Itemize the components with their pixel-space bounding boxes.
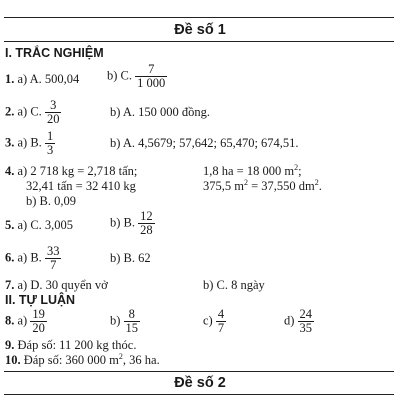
answer-b-label: b) B. — [110, 215, 135, 230]
answer-row-10: 10. Đáp số: 360 000 $m^2$, 36 ha. — [5, 352, 160, 367]
answer-a: a) A. 500,04 — [17, 72, 80, 86]
answer-row-7 — [5, 278, 108, 293]
answer-row-5 — [5, 218, 73, 233]
answer-4-line2: 32,41 tấn = 32 410 kg — [26, 179, 136, 193]
question-number: 4. — [5, 164, 15, 178]
answer-a-line1: a) 2 718 kg = 2,718 tấn; — [17, 164, 138, 178]
fraction: $\frac{33}{7}$ — [46, 244, 60, 273]
question-number: 2. — [5, 104, 15, 119]
next-page-title: Đề số 2 — [174, 375, 226, 391]
second-top-rule — [4, 371, 394, 372]
answer-row-8 — [5, 308, 47, 335]
answer-row-3 — [5, 130, 55, 157]
answer-2b: b) A. 150 000 đồng. — [110, 105, 210, 119]
fraction: $\frac{1}{3}$ — [46, 129, 54, 158]
answer-3b: b) A. 4,5679; 57,642; 65,470; 674,51. — [110, 136, 299, 150]
answer-8d: d) $\frac{24}{35}$ — [284, 307, 313, 336]
answer-5b — [110, 210, 155, 237]
question-number: 5. — [5, 218, 15, 232]
fraction: $\frac{8}{15}$ — [125, 307, 139, 336]
question-number: 9. — [5, 338, 15, 352]
answer-row-2 — [5, 99, 61, 126]
section-heading-essay: II. TỰ LUẬN — [5, 293, 76, 307]
answer-6b: b) B. 62 — [110, 251, 151, 265]
answer-1b — [107, 63, 167, 90]
fraction: $\frac{19}{20}$ — [32, 307, 45, 336]
answer-row-9 — [5, 338, 136, 353]
title-rule — [4, 41, 394, 42]
answer-a-label: a) B. — [17, 135, 42, 150]
fraction: $\frac{24}{35}$ — [299, 307, 313, 336]
fraction: $\frac{7}{1 000}$ — [137, 62, 166, 91]
answer-a-label: a) C. — [17, 104, 42, 119]
question-number: 1. — [5, 72, 15, 86]
page-title: Đề số 1 — [174, 22, 226, 38]
answer-4-right1: 1,8 ha = 18 000 $m^2$; — [203, 163, 302, 178]
answer-a: a) D. 30 quyển vở — [17, 278, 108, 292]
answer-8b: b) $\frac{8}{15}$ — [110, 307, 139, 336]
answer-7b: b) C. 8 ngày — [203, 278, 265, 292]
answer-row-1 — [5, 72, 79, 87]
question-number: 10. — [5, 353, 21, 367]
top-rule — [4, 17, 394, 18]
question-number: 8. — [5, 313, 15, 328]
fraction: $\frac{4}{7}$ — [217, 307, 225, 336]
answer-a-label: a) B. — [17, 250, 42, 265]
answer-row-6 — [5, 245, 61, 272]
answer-b-label: b) C. — [107, 68, 132, 83]
answer-8c: c) $\frac{4}{7}$ — [203, 307, 225, 336]
answer-4b: b) B. 0,09 — [26, 194, 76, 208]
fraction: $\frac{12}{28}$ — [140, 209, 153, 238]
question-number: 3. — [5, 135, 15, 150]
question-number: 7. — [5, 278, 15, 292]
answer-text: Đáp số: 11 200 kg thóc. — [17, 338, 137, 352]
answer-a: a) C. 3,005 — [17, 218, 74, 232]
second-title-rule — [4, 394, 394, 395]
fraction: $\frac{3}{20}$ — [46, 98, 60, 127]
answer-row-4 — [5, 164, 137, 179]
section-heading-multiple-choice: I. TRẮC NGHIỆM — [5, 46, 104, 60]
question-number: 6. — [5, 250, 15, 265]
answer-4-right2: 375,5 $m^2 = 37,550$ $dm^2$. — [203, 178, 322, 193]
answer-a-label: a) — [17, 313, 28, 328]
